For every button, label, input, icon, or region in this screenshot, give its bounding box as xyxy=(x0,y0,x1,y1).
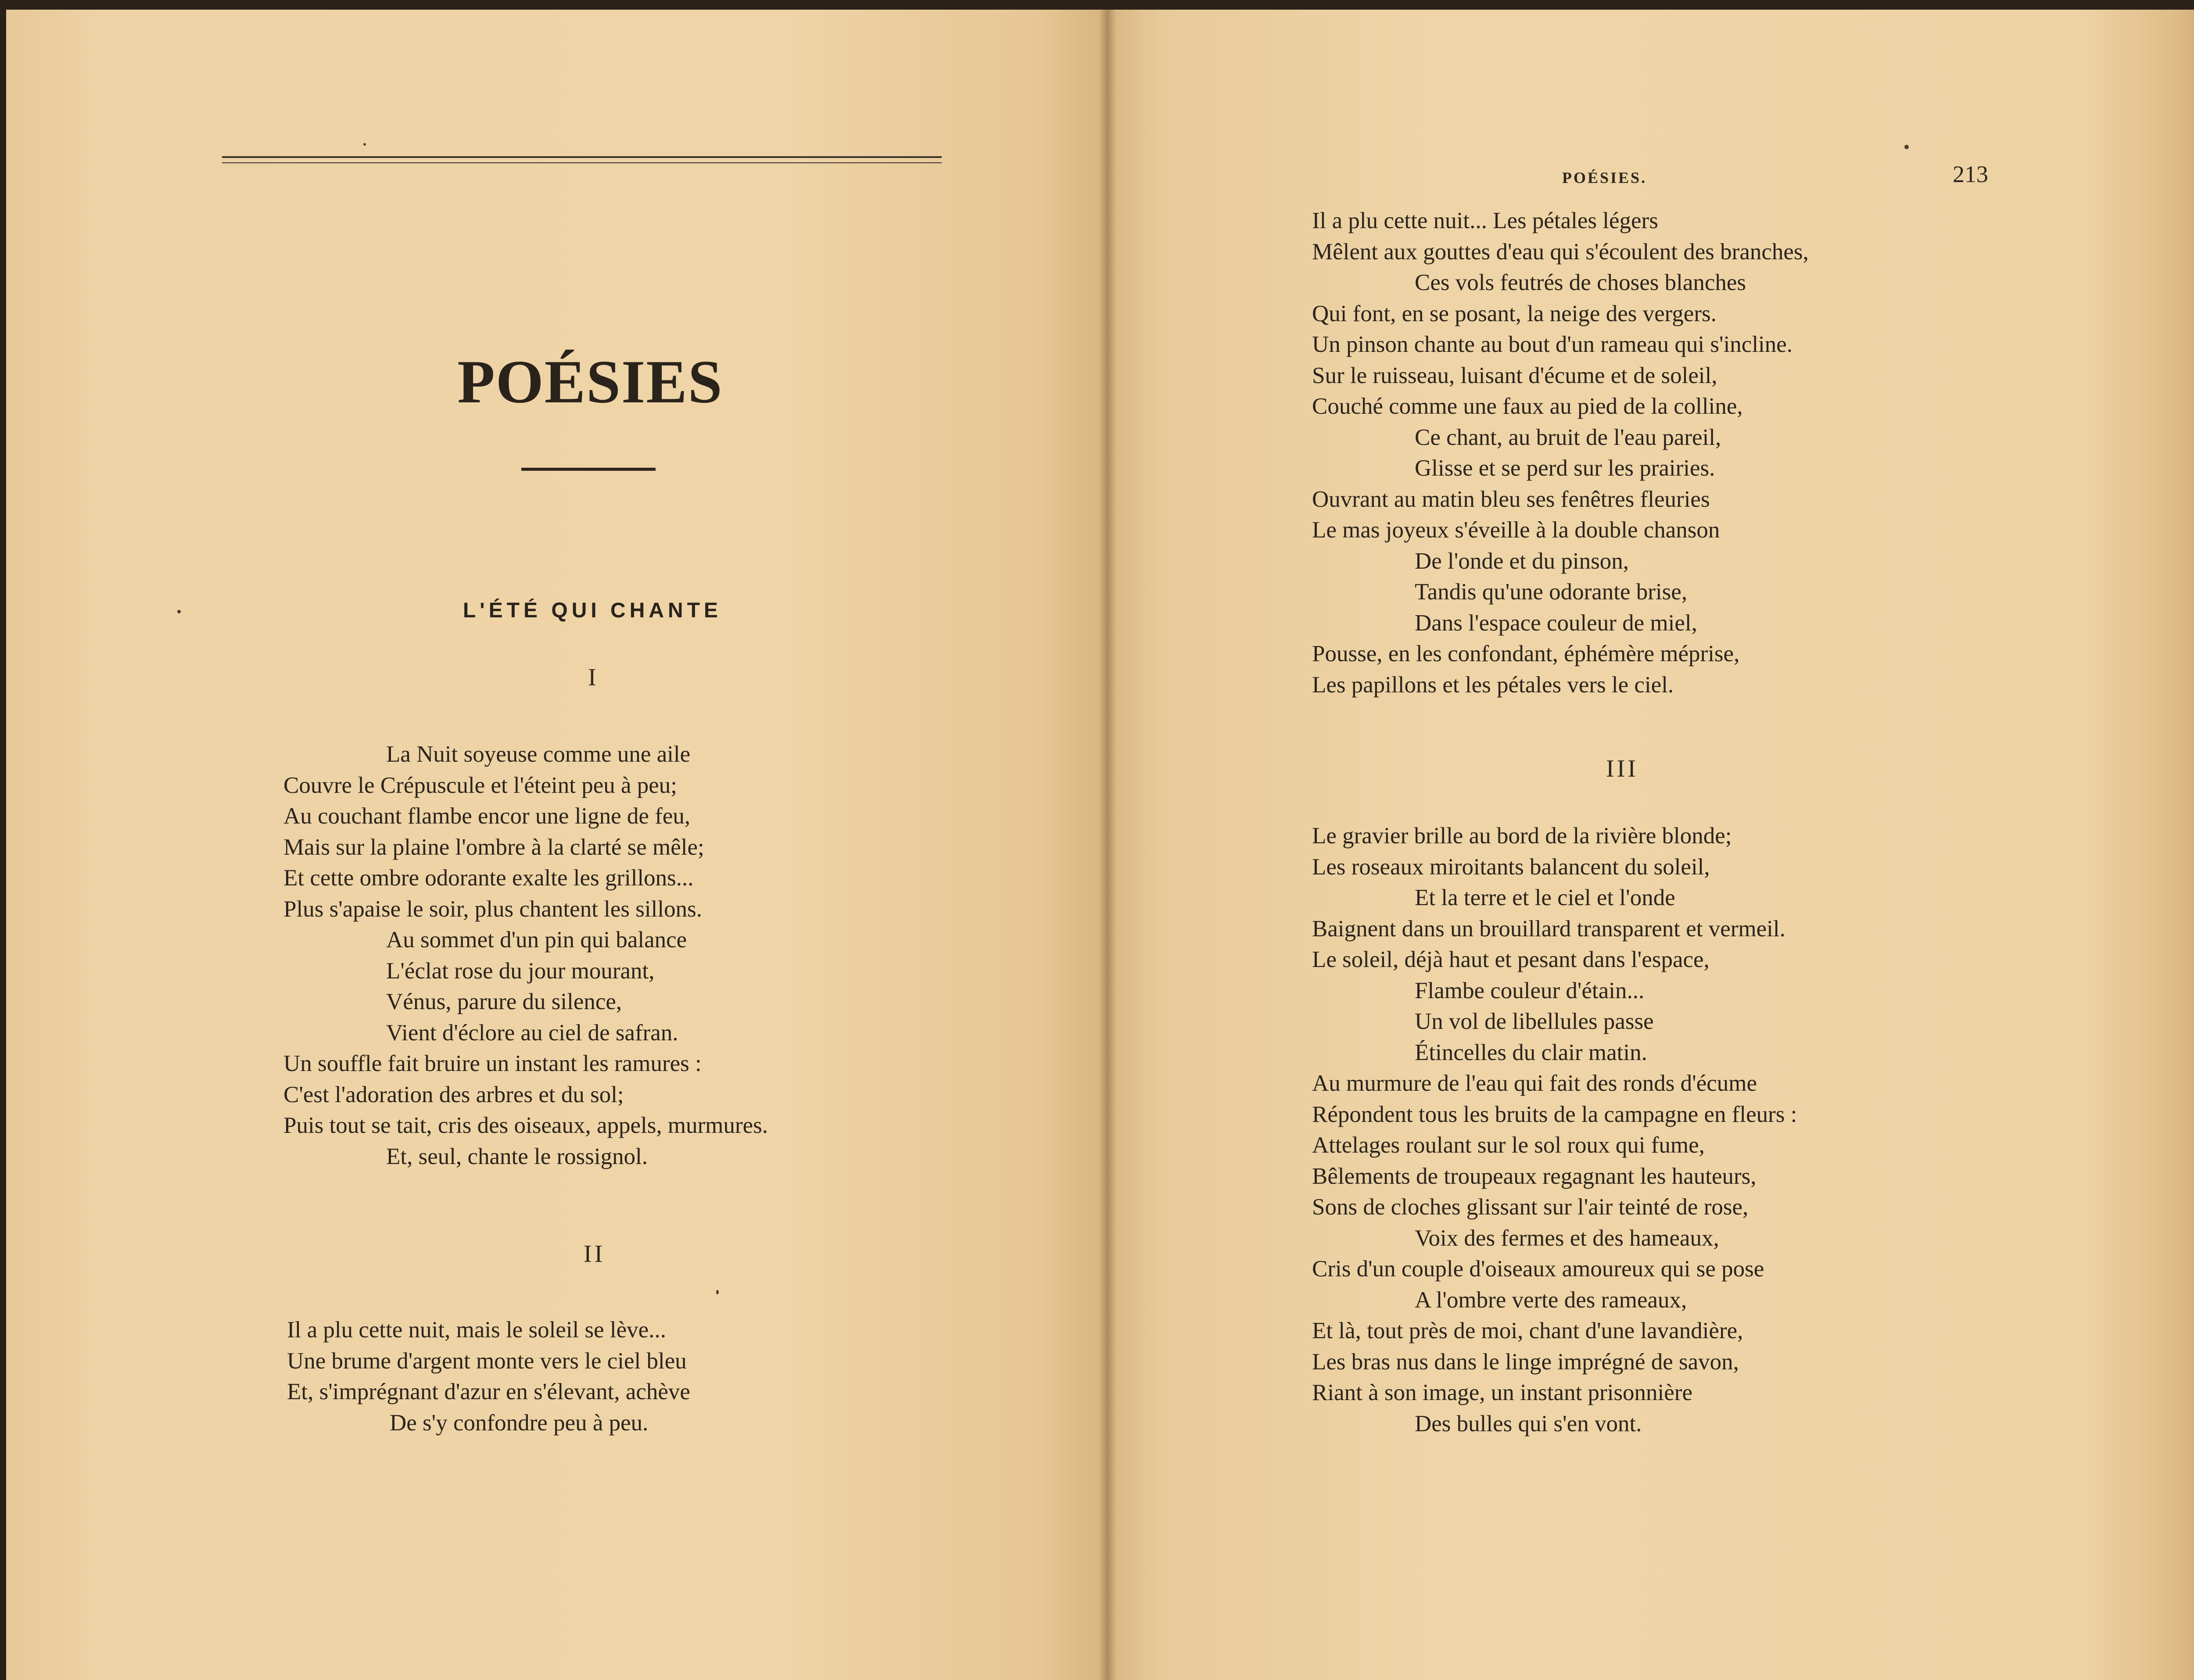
verse-line: Plus s'apaise le soir, plus chantent les sillons. xyxy=(283,896,702,922)
paper-speck xyxy=(177,610,181,613)
paper-speck xyxy=(1904,145,1909,149)
verse-line: Un vol de libellules passe xyxy=(1415,1009,1654,1034)
verse-line: Les roseaux miroitants balancent du soleil, xyxy=(1312,854,1710,880)
verse-line: Vénus, parure du silence, xyxy=(386,989,622,1014)
verse-line: Bêlements de troupeaux regagnant les hauteurs, xyxy=(1312,1163,1757,1189)
verse-line: Dans l'espace couleur de miel, xyxy=(1415,610,1697,636)
verse-line: Et cette ombre odorante exalte les grillons... xyxy=(283,865,694,891)
book-gutter xyxy=(1099,10,1116,1680)
verse-line: Sur le ruisseau, luisant d'écume et de soleil, xyxy=(1312,362,1717,388)
verse-line: Une brume d'argent monte vers le ciel bleu xyxy=(287,1348,687,1374)
header-rule xyxy=(222,156,942,163)
poem-title: L'ÉTÉ QUI CHANTE xyxy=(462,599,722,622)
verse-line: La Nuit soyeuse comme une aile xyxy=(386,741,691,767)
verse-line: Mêlent aux gouttes d'eau qui s'écoulent des branches, xyxy=(1312,239,1809,265)
running-head: POÉSIES. xyxy=(1562,169,1647,186)
verse-line: Qui font, en se posant, la neige des vergers. xyxy=(1312,301,1717,326)
verse-line: Riant à son image, un instant prisonnière xyxy=(1312,1380,1692,1405)
verse-line: Un pinson chante au bout d'un rameau qui s'incline. xyxy=(1312,332,1793,357)
verse-line: Et la terre et le ciel et l'onde xyxy=(1415,885,1675,910)
verse-line: L'éclat rose du jour mourant, xyxy=(386,958,655,984)
verse-line: Glisse et se perd sur les prairies. xyxy=(1415,455,1715,481)
verse-line: Ces vols feutrés de choses blanches xyxy=(1415,270,1746,295)
paper-speck xyxy=(716,1290,719,1294)
section-numeral-ii: II xyxy=(584,1240,606,1268)
verse-line: Mais sur la plaine l'ombre à la clarté se mêle; xyxy=(283,834,704,860)
verse-line: Flambe couleur d'étain... xyxy=(1415,978,1645,1003)
verse-line: Les bras nus dans le linge imprégné de savon, xyxy=(1312,1349,1739,1375)
verse-line: Les papillons et les pétales vers le ciel. xyxy=(1312,672,1674,698)
verse-line: Couvre le Crépuscule et l'éteint peu à peu; xyxy=(283,772,677,798)
verse-line: Ouvrant au matin bleu ses fenêtres fleuries xyxy=(1312,486,1710,512)
stanza-ii-continued xyxy=(1312,205,1809,700)
stanza-iii xyxy=(1312,820,1797,1439)
verse-line: Et, seul, chante le rossignol. xyxy=(386,1143,648,1169)
verse-line: Un souffle fait bruire un instant les ramures : xyxy=(283,1051,702,1076)
verse-line: Des bulles qui s'en vont. xyxy=(1415,1411,1642,1436)
verse-line: Cris d'un couple d'oiseaux amoureux qui se pose xyxy=(1312,1256,1764,1282)
verse-line: Couché comme une faux au pied de la colline, xyxy=(1312,394,1743,419)
verse-line: C'est l'adoration des arbres et du sol; xyxy=(283,1082,624,1107)
page-number: 213 xyxy=(1953,161,1988,187)
verse-line: A l'ombre verte des rameaux, xyxy=(1415,1287,1687,1313)
verse-line: Le gravier brille au bord de la rivière blonde; xyxy=(1312,823,1732,849)
verse-line: Et, s'imprégnant d'azur en s'élevant, achève xyxy=(287,1379,690,1404)
verse-line: Vient d'éclore au ciel de safran. xyxy=(386,1020,678,1046)
verse-line: De l'onde et du pinson, xyxy=(1415,548,1629,574)
paper-speck xyxy=(363,143,366,146)
verse-line: Attelages roulant sur le sol roux qui fume, xyxy=(1312,1132,1705,1158)
verse-line: Il a plu cette nuit, mais le soleil se lève... xyxy=(287,1317,666,1343)
verse-line: Au couchant flambe encor une ligne de feu, xyxy=(283,803,691,829)
verse-line: Il a plu cette nuit... Les pétales légers xyxy=(1312,208,1658,233)
verse-line: Au murmure de l'eau qui fait des ronds d'écume xyxy=(1312,1071,1757,1096)
verse-line: Tandis qu'une odorante brise, xyxy=(1415,579,1688,605)
verse-line: Ce chant, au bruit de l'eau pareil, xyxy=(1415,424,1721,450)
verse-line: Le mas joyeux s'éveille à la double chanson xyxy=(1312,517,1720,543)
stanza-ii xyxy=(287,1315,690,1438)
verse-line: De s'y confondre peu à peu. xyxy=(390,1410,649,1436)
verse-line: Au sommet d'un pin qui balance xyxy=(386,927,687,953)
verse-line: Répondent tous les bruits de la campagne en fleurs : xyxy=(1312,1101,1797,1127)
verse-line: Voix des fermes et des hameaux, xyxy=(1415,1225,1719,1251)
verse-line: Le soleil, déjà haut et pesant dans l'espace, xyxy=(1312,947,1710,972)
title-rule xyxy=(521,468,656,471)
section-numeral-i: I xyxy=(588,664,599,691)
stanza-i xyxy=(283,739,768,1172)
verse-line: Puis tout se tait, cris des oiseaux, appels, murmures. xyxy=(283,1113,768,1138)
verse-line: Et là, tout près de moi, chant d'une lavandière, xyxy=(1312,1318,1743,1343)
verse-line: Étincelles du clair matin. xyxy=(1415,1039,1647,1065)
verse-line: Pousse, en les confondant, éphémère méprise, xyxy=(1312,641,1740,666)
verse-line: Baignent dans un brouillard transparent et vermeil. xyxy=(1312,916,1785,942)
verse-line: Sons de cloches glissant sur l'air teinté de rose, xyxy=(1312,1194,1749,1220)
page-title: POÉSIES xyxy=(457,348,723,416)
section-numeral-iii: III xyxy=(1606,755,1638,782)
